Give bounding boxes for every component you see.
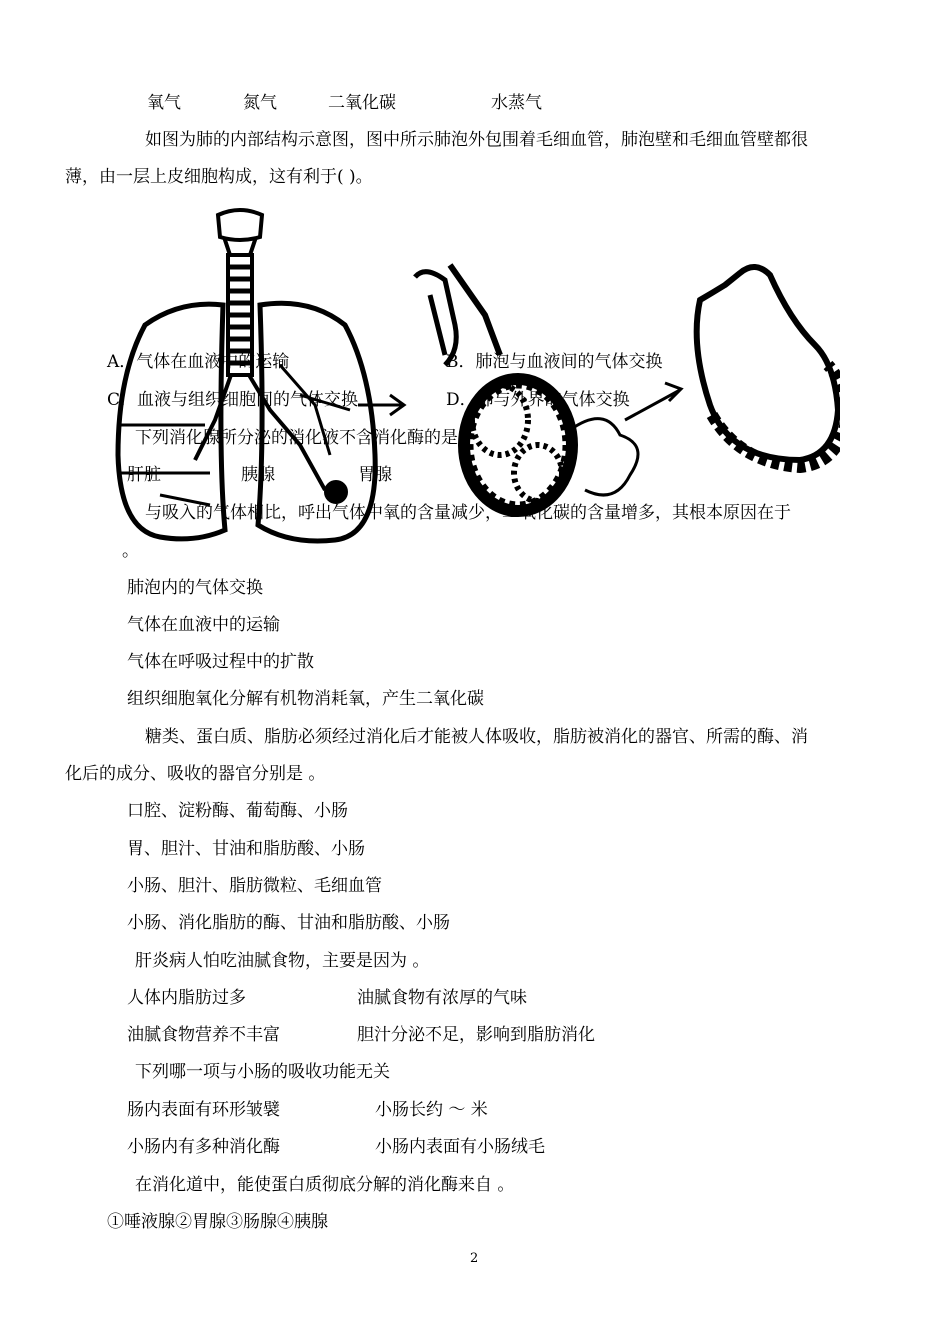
- q4-stem-line2: 化后的成分、吸收的器官分别是 。: [65, 764, 326, 784]
- q6-option-a: 肠内表面有环形皱襞: [127, 1100, 280, 1120]
- q2-option-a: 肝脏: [127, 465, 161, 485]
- q5-option-a: 人体内脂肪过多: [127, 988, 246, 1008]
- q6-option-b: 小肠长约 ～ 米: [375, 1100, 488, 1120]
- q5-option-d: 胆汁分泌不足，影响到脂肪消化: [357, 1025, 595, 1045]
- alveolus-capillary-illustration: [697, 267, 840, 467]
- q5-stem: 肝炎病人怕吃油腻食物，主要是因为 。: [135, 951, 430, 971]
- q4-stem-line1: 糖类、蛋白质、脂肪必须经过消化后才能被人体吸收，脂肪被消化的器官、所需的酶、消: [145, 727, 808, 747]
- lung-alveoli-diagram: [100, 205, 840, 550]
- q4-option-b: 胃、胆汁、甘油和脂肪酸、小肠: [127, 839, 365, 859]
- q1-option-c: C．血液与组织细胞间的气体交换: [107, 390, 359, 410]
- q7-stem: 在消化道中，能使蛋白质彻底分解的消化酶来自 。: [135, 1175, 515, 1195]
- option-nitrogen: 氮气: [243, 93, 277, 113]
- q1-stem-line2: 薄，由一层上皮细胞构成，这有利于( )。: [65, 167, 373, 187]
- q1-stem-line1: 如图为肺的内部结构示意图，图中所示肺泡外包围着毛细血管，肺泡壁和毛细血管壁都很: [145, 130, 808, 150]
- q2-option-b: 胰腺: [241, 465, 275, 485]
- q6-option-c: 小肠内有多种消化酶: [127, 1137, 280, 1157]
- q4-option-d: 小肠、消化脂肪的酶、甘油和脂肪酸、小肠: [127, 913, 450, 933]
- q3-option-c: 气体在呼吸过程中的扩散: [127, 652, 314, 672]
- option-co2: 二氧化碳: [328, 93, 396, 113]
- q5-option-c: 油腻食物营养不丰富: [127, 1025, 280, 1045]
- option-oxygen: 氧气: [147, 93, 181, 113]
- q3-stem-line2: 。: [122, 541, 139, 561]
- q2-option-c: 胃腺: [358, 465, 392, 485]
- q6-option-d: 小肠内表面有小肠绒毛: [375, 1137, 545, 1157]
- option-water-vapor: 水蒸气: [491, 93, 542, 113]
- page-number: 2: [470, 1251, 479, 1266]
- q3-stem-line1: 与吸入的气体相比，呼出气体中氧的含量减少，二氧化碳的含量增多，其根本原因在于: [145, 503, 791, 523]
- q7-options: ①唾液腺②胃腺③肠腺④胰腺: [107, 1212, 328, 1232]
- q6-stem: 下列哪一项与小肠的吸收功能无关: [135, 1062, 390, 1082]
- q3-option-b: 气体在血液中的运输: [127, 615, 280, 635]
- q3-option-a: 肺泡内的气体交换: [127, 578, 263, 598]
- q4-option-c: 小肠、胆汁、脂肪微粒、毛细血管: [127, 876, 382, 896]
- q2-stem: 下列消化腺所分泌的消化液不含消化酶的是: [135, 428, 458, 448]
- q4-option-a: 口腔、淀粉酶、葡萄酶、小肠: [127, 801, 348, 821]
- q1-option-a: A．气体在血液中的运输: [107, 352, 290, 372]
- q5-option-b: 油腻食物有浓厚的气味: [357, 988, 527, 1008]
- q1-option-d: D．肺与外界的气体交换: [446, 390, 630, 410]
- q3-option-d: 组织细胞氧化分解有机物消耗氧，产生二氧化碳: [127, 689, 484, 709]
- q1-option-b: B．肺泡与血液间的气体交换: [446, 352, 663, 372]
